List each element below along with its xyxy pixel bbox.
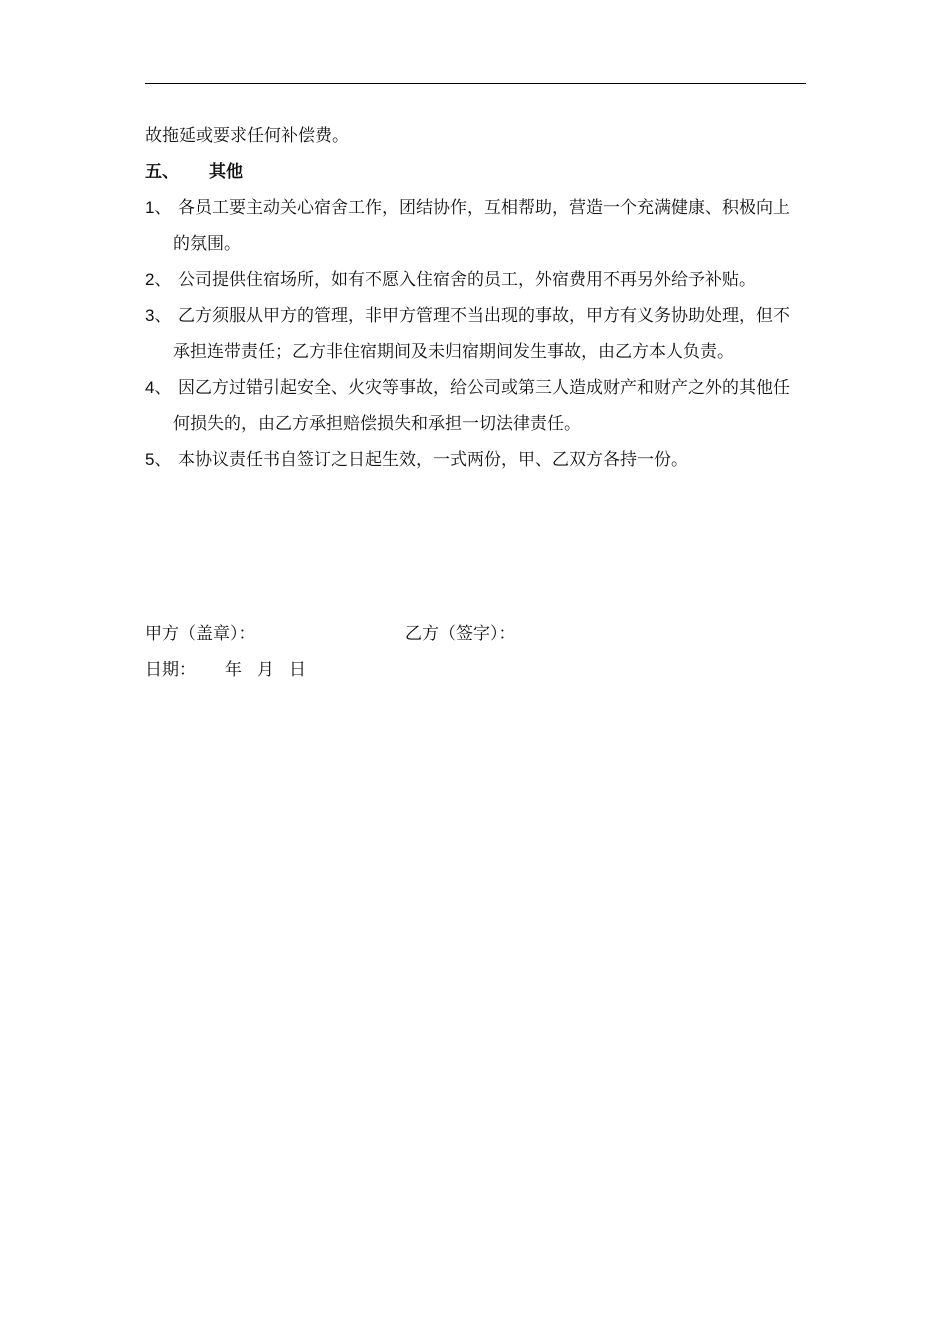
date-label: 日期： bbox=[145, 660, 196, 680]
item-number: 1、 bbox=[145, 198, 172, 217]
item-text: 各员工要主动关心宿舍工作，团结协作，互相帮助，营造一个充满健康、积极向上的氛围。 bbox=[173, 198, 790, 254]
date-day-label: 日 bbox=[289, 660, 306, 680]
header-rule bbox=[145, 83, 806, 84]
item-number: 5、 bbox=[145, 450, 172, 469]
list-item bbox=[145, 262, 806, 298]
list-item bbox=[145, 298, 806, 370]
clause-list bbox=[145, 190, 806, 478]
date-year-label: 年 bbox=[225, 660, 242, 680]
item-text: 本协议责任书自签订之日起生效，一式两份，甲、乙双方各持一份。 bbox=[178, 450, 688, 470]
item-text: 因乙方过错引起安全、火灾等事故，给公司或第三人造成财产和财产之外的其他任何损失的，由乙方承担赔偿损失和承担一切法律责任。 bbox=[173, 378, 790, 434]
date-row bbox=[145, 652, 806, 688]
continuation-text: 故拖延或要求任何补偿费。 bbox=[145, 126, 349, 146]
item-text: 公司提供住宿场所，如有不愿入住宿舍的员工，外宿费用不再另外给予补贴。 bbox=[178, 270, 756, 290]
party-a-seal-label: 甲方（盖章）： bbox=[145, 624, 256, 644]
section-title: 其他 bbox=[209, 162, 243, 182]
party-b-sign-label: 乙方（签字）： bbox=[405, 624, 516, 644]
item-text: 乙方须服从甲方的管理，非甲方管理不当出现的事故，甲方有义务协助处理，但不承担连带责任；乙方非住宿期间及未归宿期间发生事故，由乙方本人负责。 bbox=[173, 306, 790, 362]
item-number: 3、 bbox=[145, 306, 172, 325]
item-number: 4、 bbox=[145, 378, 172, 397]
list-item bbox=[145, 370, 806, 442]
section-number: 五、 bbox=[145, 162, 179, 182]
item-number: 2、 bbox=[145, 270, 172, 289]
document-body bbox=[145, 118, 806, 478]
signature-row bbox=[145, 616, 806, 652]
list-item bbox=[145, 190, 806, 262]
signature-block bbox=[145, 616, 806, 688]
list-item bbox=[145, 442, 806, 478]
section-heading bbox=[145, 154, 806, 190]
date-month-label: 月 bbox=[257, 660, 274, 680]
